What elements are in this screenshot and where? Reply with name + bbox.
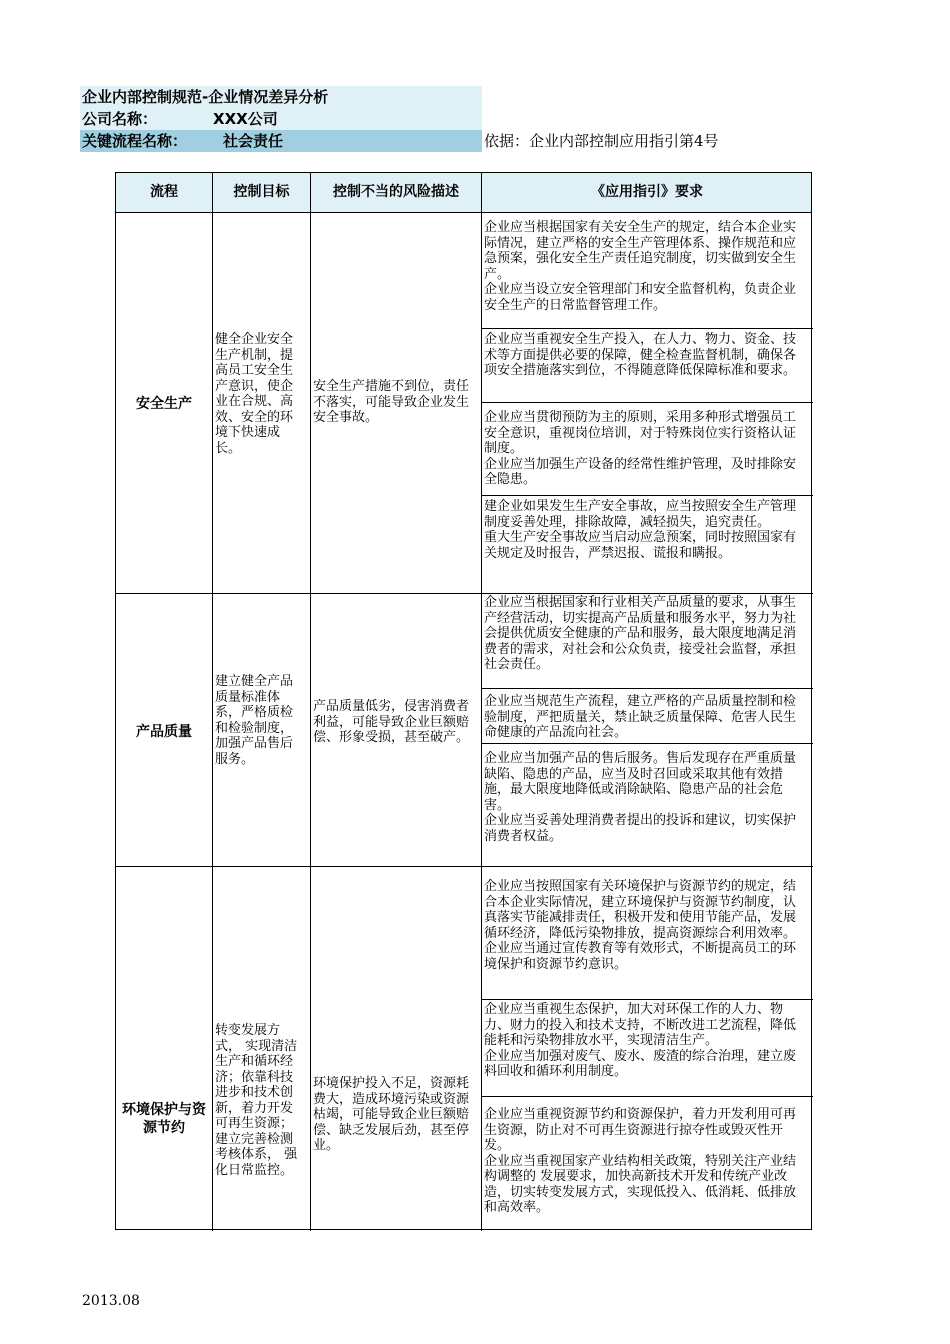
company-label: 公司名称： — [82, 110, 158, 128]
requirement-divider — [482, 1096, 813, 1097]
key-process-row — [80, 130, 482, 152]
table-header-row — [116, 173, 811, 213]
requirement-paragraph: 企业应当重视资源节约和资源保护，着力开发利用可再生资源，防止对不可再生资源进行掠夺性或毁灭性开发。 — [484, 1107, 797, 1153]
requirement-paragraph: 企业应当重视国家产业结构相关政策，特别关注产业结构调整的 发展要求，加快高新技术开发和传统产业改造，切实转变发展方式，实现低投入、低消耗、低排放和高效率。 — [484, 1153, 797, 1215]
column-divider — [481, 173, 482, 1231]
company-value: XXX公司 — [213, 110, 278, 128]
requirement-item — [484, 595, 806, 673]
requirement-paragraph: 企业应当重视生态保护，加大对环保工作的人力、物力、财力的投入和技术支持，不断改进工艺流程，降低能耗和污染物排放水平，实现清洁生产。 — [484, 1002, 797, 1048]
requirement-paragraph: 企业应当根据国家和行业相关产品质量的要求，从事生产经营活动，切实提高产品质量和服务水平，努力为社会提供优质安全健康的产品和服务，最大限度地满足消费者的需求，对社会和公众负责，接受社会监督，承担社会责任。 — [484, 595, 797, 672]
column-divider — [212, 173, 213, 1231]
basis-reference: 依据：企业内部控制应用指引第4号 — [484, 132, 719, 150]
risk-cell-safety: 安全生产措施不到位，责任不落实，可能导致企业发生安全事故。 — [313, 379, 470, 425]
requirement-divider — [482, 328, 813, 329]
document-title: 企业内部控制规范-企业情况差异分析 — [82, 88, 329, 106]
company-name-row — [80, 108, 482, 130]
requirement-item — [484, 410, 806, 488]
requirement-paragraph: 企业应当加强生产设备的经常性维护管理，及时排除安全隐患。 — [484, 456, 797, 487]
objective-cell-safety: 健全企业安全生产机制，提高员工安全生产意识，使企业在合规、高效、安全的环境下快速成长。 — [215, 332, 294, 456]
requirement-divider — [482, 688, 813, 689]
column-header-objective: 控制目标 — [233, 184, 290, 200]
requirement-paragraph: 企业应当设立安全管理部门和安全监督机构，负责企业安全生产的日常监督管理工作。 — [484, 282, 797, 313]
row-divider — [116, 866, 813, 867]
key-process-value: 社会责任 — [223, 132, 284, 150]
requirement-paragraph: 建企业如果发生生产安全事故，应当按照安全生产管理制度妥善处理，排除故障，减轻损失，追究责任。 — [484, 499, 797, 530]
column-header-process: 流程 — [150, 184, 178, 200]
requirement-divider — [482, 999, 813, 1000]
risk-cell-quality: 产品质量低劣，侵害消费者利益，可能导致企业巨额赔偿、形象受损，甚至破产。 — [313, 699, 470, 745]
requirement-paragraph: 重大生产安全事故应当启动应急预案，同时按照国家有关规定及时报告，严禁迟报、谎报和瞒报。 — [484, 530, 797, 561]
requirement-item — [484, 751, 806, 844]
requirement-paragraph: 企业应当妥善处理消费者提出的投诉和建议，切实保护消费者权益。 — [484, 813, 797, 844]
process-cell-safety: 安全生产 — [136, 396, 192, 412]
document-title-cell — [80, 86, 482, 108]
column-header-requirements: 《应用指引》要求 — [591, 184, 703, 200]
requirement-item — [484, 1002, 806, 1080]
objective-cell-environment: 转变发展方式， 实现清洁生产和循环经济；依靠科技进步和技术创新，着力开发可再生资源；建立完善检测考核体系， 强化日常监控。 — [215, 1023, 298, 1178]
gap-analysis-table — [115, 172, 812, 1230]
requirement-item — [484, 879, 806, 972]
column-divider — [310, 173, 311, 1231]
requirement-divider — [482, 495, 813, 496]
objective-cell-quality: 建立健全产品质量标准体系，严格质检和检验制度，加强产品售后服务。 — [215, 674, 294, 767]
process-cell-quality: 产品质量 — [136, 724, 192, 740]
column-header-risk: 控制不当的风险描述 — [333, 184, 459, 200]
row-divider — [116, 593, 813, 594]
requirement-item — [484, 220, 806, 313]
risk-cell-environment: 环境保护投入不足，资源耗费大，造成环境污染或资源枯竭，可能导致企业巨额赔偿、缺乏发展后劲，甚至停业。 — [313, 1076, 470, 1153]
requirement-item — [484, 1107, 806, 1216]
requirement-paragraph: 企业应当根据国家有关安全生产的规定，结合本企业实际情况，建立严格的安全生产管理体系、操作规范和应急预案，强化安全生产责任追究制度，切实做到安全生产。 — [484, 220, 797, 282]
requirement-item — [484, 694, 806, 741]
requirement-paragraph: 企业应当加强产品的售后服务。售后发现存在严重质量缺陷、隐患的产品，应当及时召回或采取其他有效措施，最大限度地降低或消除缺陷、隐患产品的社会危害。 — [484, 751, 797, 813]
requirement-divider — [482, 402, 813, 403]
footer-date: 2013.08 — [82, 1293, 140, 1309]
requirement-paragraph: 企业应当按照国家有关环境保护与资源节约的规定，结合本企业实际情况，建立环境保护与资源节约制度，认真落实节能减排责任，积极开发和使用节能产品，发展循环经济，降低污染物排放，提高资源综合利用效率。 — [484, 879, 797, 941]
requirement-item — [484, 332, 806, 379]
requirement-paragraph: 企业应当加强对废气、废水、废渣的综合治理，建立废料回收和循环利用制度。 — [484, 1048, 797, 1079]
requirement-item — [484, 499, 806, 561]
key-process-label: 关键流程名称： — [82, 132, 188, 150]
requirement-paragraph: 企业应当重视安全生产投入，在人力、物力、资金、技术等方面提供必要的保障，健全检查监督机制，确保各项安全措施落实到位，不得随意降低保障标准和要求。 — [484, 332, 797, 378]
requirement-paragraph: 企业应当贯彻预防为主的原则，采用多种形式增强员工安全意识，重视岗位培训，对于特殊岗位实行资格认证制度。 — [484, 410, 797, 456]
requirement-divider — [482, 743, 813, 744]
requirement-paragraph: 企业应当通过宣传教育等有效形式，不断提高员工的环境保护和资源节约意识。 — [484, 941, 797, 972]
requirement-paragraph: 企业应当规范生产流程，建立严格的产品质量控制和检验制度，严把质量关，禁止缺乏质量保障、危害人民生命健康的产品流向社会。 — [484, 694, 797, 740]
process-cell-environment: 环境保护与资源节约 — [122, 1102, 206, 1136]
